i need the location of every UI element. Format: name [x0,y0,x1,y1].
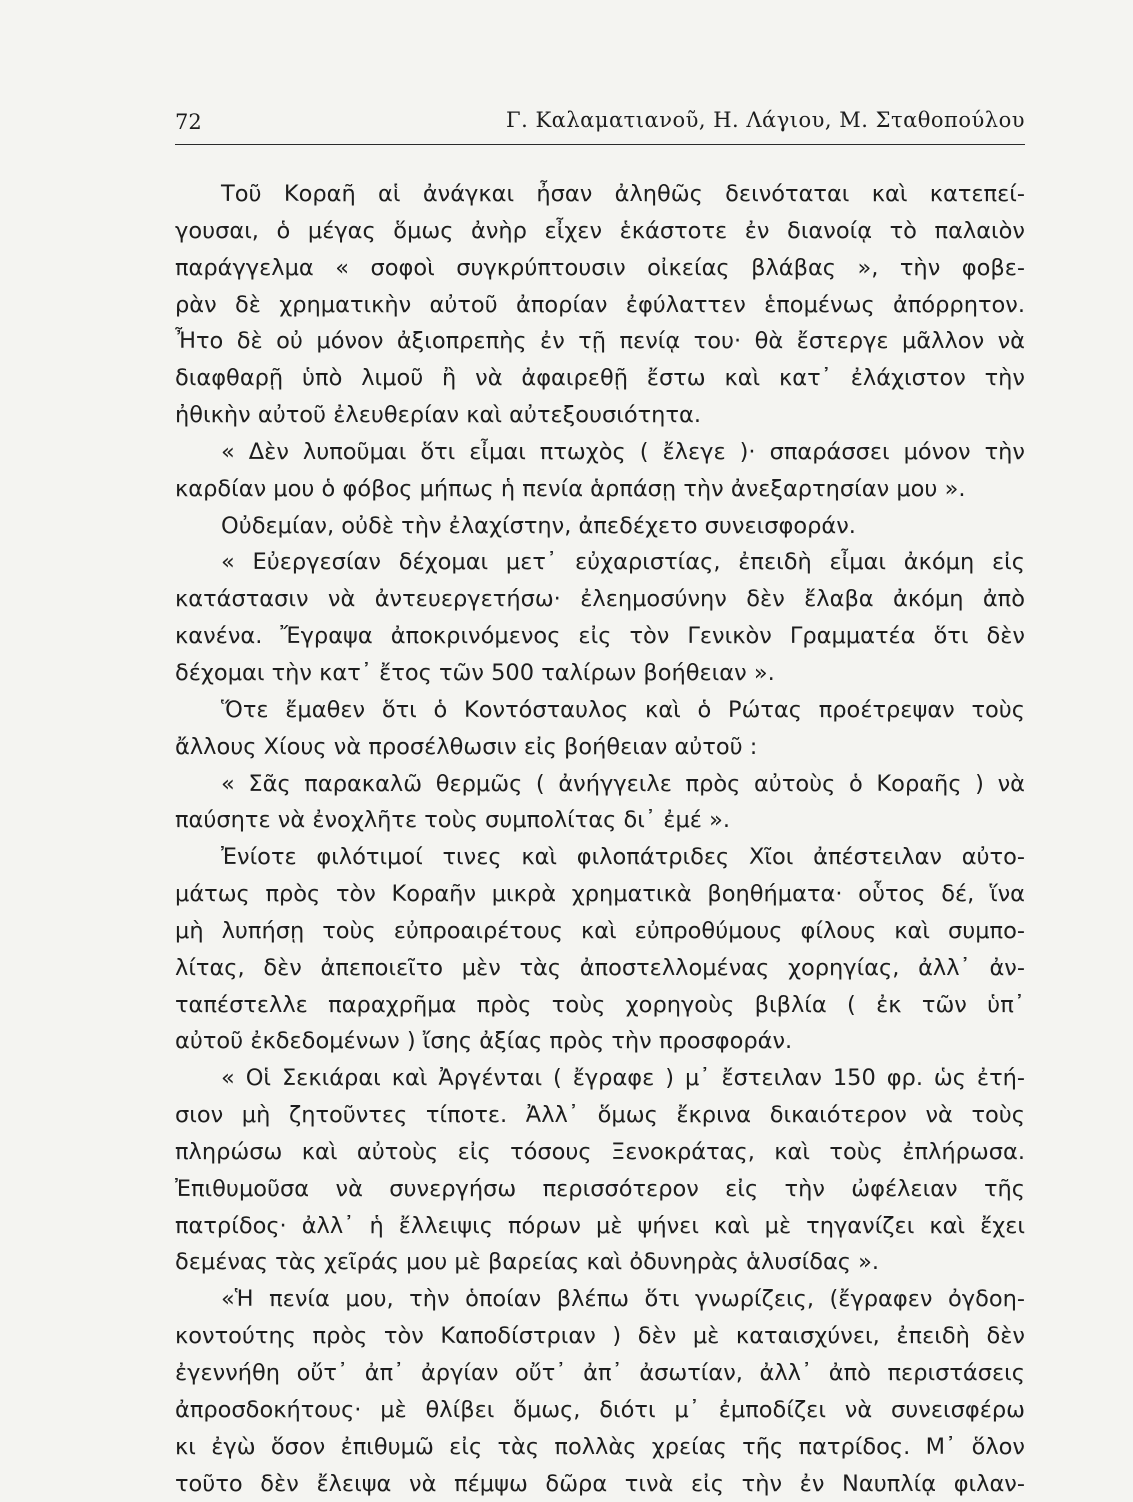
text-line: γουσαι, ὁ μέγας ὅμως ἀνὴρ εἶχεν ἑκάστοτε ἐν διανοίᾳ τὸ παλαιὸν [175,217,1025,244]
text-line: κανένα. Ἔγραψα ἀποκρινόμενος εἰς τὸν Γενικὸν Γραμματέα ὅτι δὲν [175,623,1025,650]
text-line: ρὰν δὲ χρηματικὴν αὐτοῦ ἀπορίαν ἐφύλαττεν ἑπομένως ἀπόρρητον. [175,291,1025,318]
text-line: ἄλλους Χίους νὰ προσέλθωσιν εἰς βοήθειαν αὐτοῦ : [175,733,758,760]
text-line: Ὅτε ἔμαθεν ὅτι ὁ Κοντόσταυλος καὶ ὁ Ρώτας προέτρεψαν τοὺς [221,696,1025,723]
text-line: πληρώσω καὶ αὐτοὺς εἰς τόσους Ξενοκράτας, καὶ τοὺς ἐπλήρωσα. [175,1138,1025,1165]
text-line: τοῦτο δὲν ἔλειψα νὰ πέμψω δῶρα τινὰ εἰς τὴν ἐν Ναυπλίᾳ φιλαν- [175,1470,1025,1497]
text-line: σιον μὴ ζητοῦντες τίποτε. Ἀλλ᾽ ὅμως ἔκρινα δικαιότερον νὰ τοὺς [175,1102,1025,1129]
text-line: μὴ λυπήσῃ τοὺς εὐπροαιρέτους καὶ εὐπροθύμους φίλους καὶ συμπο- [175,917,1025,944]
text-line: Οὐδεμίαν, οὐδὲ τὴν ἐλαχίστην, ἀπεδέχετο συνεισφοράν. [221,512,856,539]
text-line: ἠθικὴν αὐτοῦ ἐλευθερίαν καὶ αὐτεξουσιότητα. [175,402,701,429]
text-line: παράγγελμα « σοφοὶ συγκρύπτουσιν οἰκείας βλάβας », τὴν φοβε- [175,254,1025,281]
text-line: κατάστασιν νὰ ἀντευεργετήσω· ἐλεημοσύνην δὲν ἔλαβα ἀκόμη ἀπὸ [175,586,1025,613]
text-line: Ἐνίοτε φιλότιμοί τινες καὶ φιλοπάτριδες Χῖοι ἀπέστειλαν αὐτο- [221,844,1025,871]
running-head: Γ. Καλαματιανοῦ, Η. Λάγιου, Μ. Σταθοπούλου [506,108,1025,132]
text-line: Ἐπιθυμοῦσα νὰ συνεργήσω περισσότερον εἰς τὴν ὠφέλειαν τῆς [175,1175,1025,1202]
text-line: καρδίαν μου ὁ φόβος μήπως ἡ πενία ἁρπάσῃ τὴν ἀνεξαρτησίαν μου ». [175,475,966,502]
text-line: ἀπροσδοκήτους· μὲ θλίβει ὅμως, διότι μ᾽ ἐμποδίζει νὰ συνεισφέρω [175,1396,1025,1423]
text-line: ἐγεννήθη οὔτ᾽ ἀπ᾽ ἀργίαν οὔτ᾽ ἀπ᾽ ἀσωτίαν, ἀλλ᾽ ἀπὸ περιστάσεις [175,1360,1025,1386]
text-line: « Σᾶς παρακαλῶ θερμῶς ( ἀνήγγειλε πρὸς αὐτοὺς ὁ Κοραῆς ) νὰ [221,770,1025,797]
text-line: διαφθαρῇ ὑπὸ λιμοῦ ἢ νὰ ἀφαιρεθῇ ἔστω καὶ κατ᾽ ἐλάχιστον τὴν [175,365,1025,392]
text-line: δεμένας τὰς χεῖράς μου μὲ βαρείας καὶ ὀδυνηρὰς ἁλυσίδας ». [175,1249,880,1276]
page-number: 72 [175,110,202,134]
text-line: Τοῦ Κοραῆ αἱ ἀνάγκαι ἦσαν ἀληθῶς δεινόταται καὶ κατεπεί- [221,181,1025,207]
text-line: δέχομαι τὴν κατ᾽ ἔτος τῶν 500 ταλίρων βοήθειαν ». [175,659,775,686]
page-header [175,100,1025,145]
text-line: μάτως πρὸς τὸν Κοραῆν μικρὰ χρηματικὰ βοηθήματα· οὗτος δέ, ἵνα [175,881,1025,908]
text-line: « Οἱ Σεκιάραι καὶ Ἀργένται ( ἔγραφε ) μ᾽ ἔστειλαν 150 φρ. ὡς ἐτή- [221,1065,1025,1092]
text-line: αὐτοῦ ἐκδεδομένων ) ἴσης ἀξίας πρὸς τὴν προσφοράν. [175,1028,793,1055]
text-line: κοντούτης πρὸς τὸν Καποδίστριαν ) δὲν μὲ καταισχύνει, ἐπειδὴ δὲν [175,1323,1025,1350]
text-line: Ἦτο δὲ οὐ μόνον ἀξιοπρεπὴς ἐν τῇ πενίᾳ του· θὰ ἔστεργε μᾶλλον νὰ [175,328,1025,355]
text-line: κι ἐγὼ ὅσον ἐπιθυμῶ εἰς τὰς πολλὰς χρείας τῆς πατρίδος. Μ᾽ ὅλον [175,1433,1025,1460]
text-line: « Εὐεργεσίαν δέχομαι μετ᾽ εὐχαριστίας, ἐπειδὴ εἶμαι ἀκόμη εἰς [221,549,1025,576]
text-line: «Ἡ πενία μου, τὴν ὁποίαν βλέπω ὅτι γνωρίζεις, (ἔγραφεν ὀγδοη- [221,1286,1025,1313]
text-line: λίτας, δὲν ἀπεποιεῖτο μὲν τὰς ἀποστελλομένας χορηγίας, ἀλλ᾽ ἀν- [175,954,1025,981]
text-line: παύσητε νὰ ἐνοχλῆτε τοὺς συμπολίτας δι᾽ ἐμέ ». [175,807,731,834]
text-line: ταπέστελλε παραχρῆμα πρὸς τοὺς χορηγοὺς βιβλία ( ἐκ τῶν ὑπ᾽ [175,991,1025,1018]
body-text [175,176,1025,1497]
text-line: πατρίδος· ἀλλ᾽ ἡ ἔλλειψις πόρων μὲ ψήνει καὶ μὲ τηγανίζει καὶ ἔχει [175,1212,1025,1239]
text-line: « Δὲν λυποῦμαι ὅτι εἶμαι πτωχὸς ( ἔλεγε )· σπαράσσει μόνον τὴν [221,438,1025,465]
